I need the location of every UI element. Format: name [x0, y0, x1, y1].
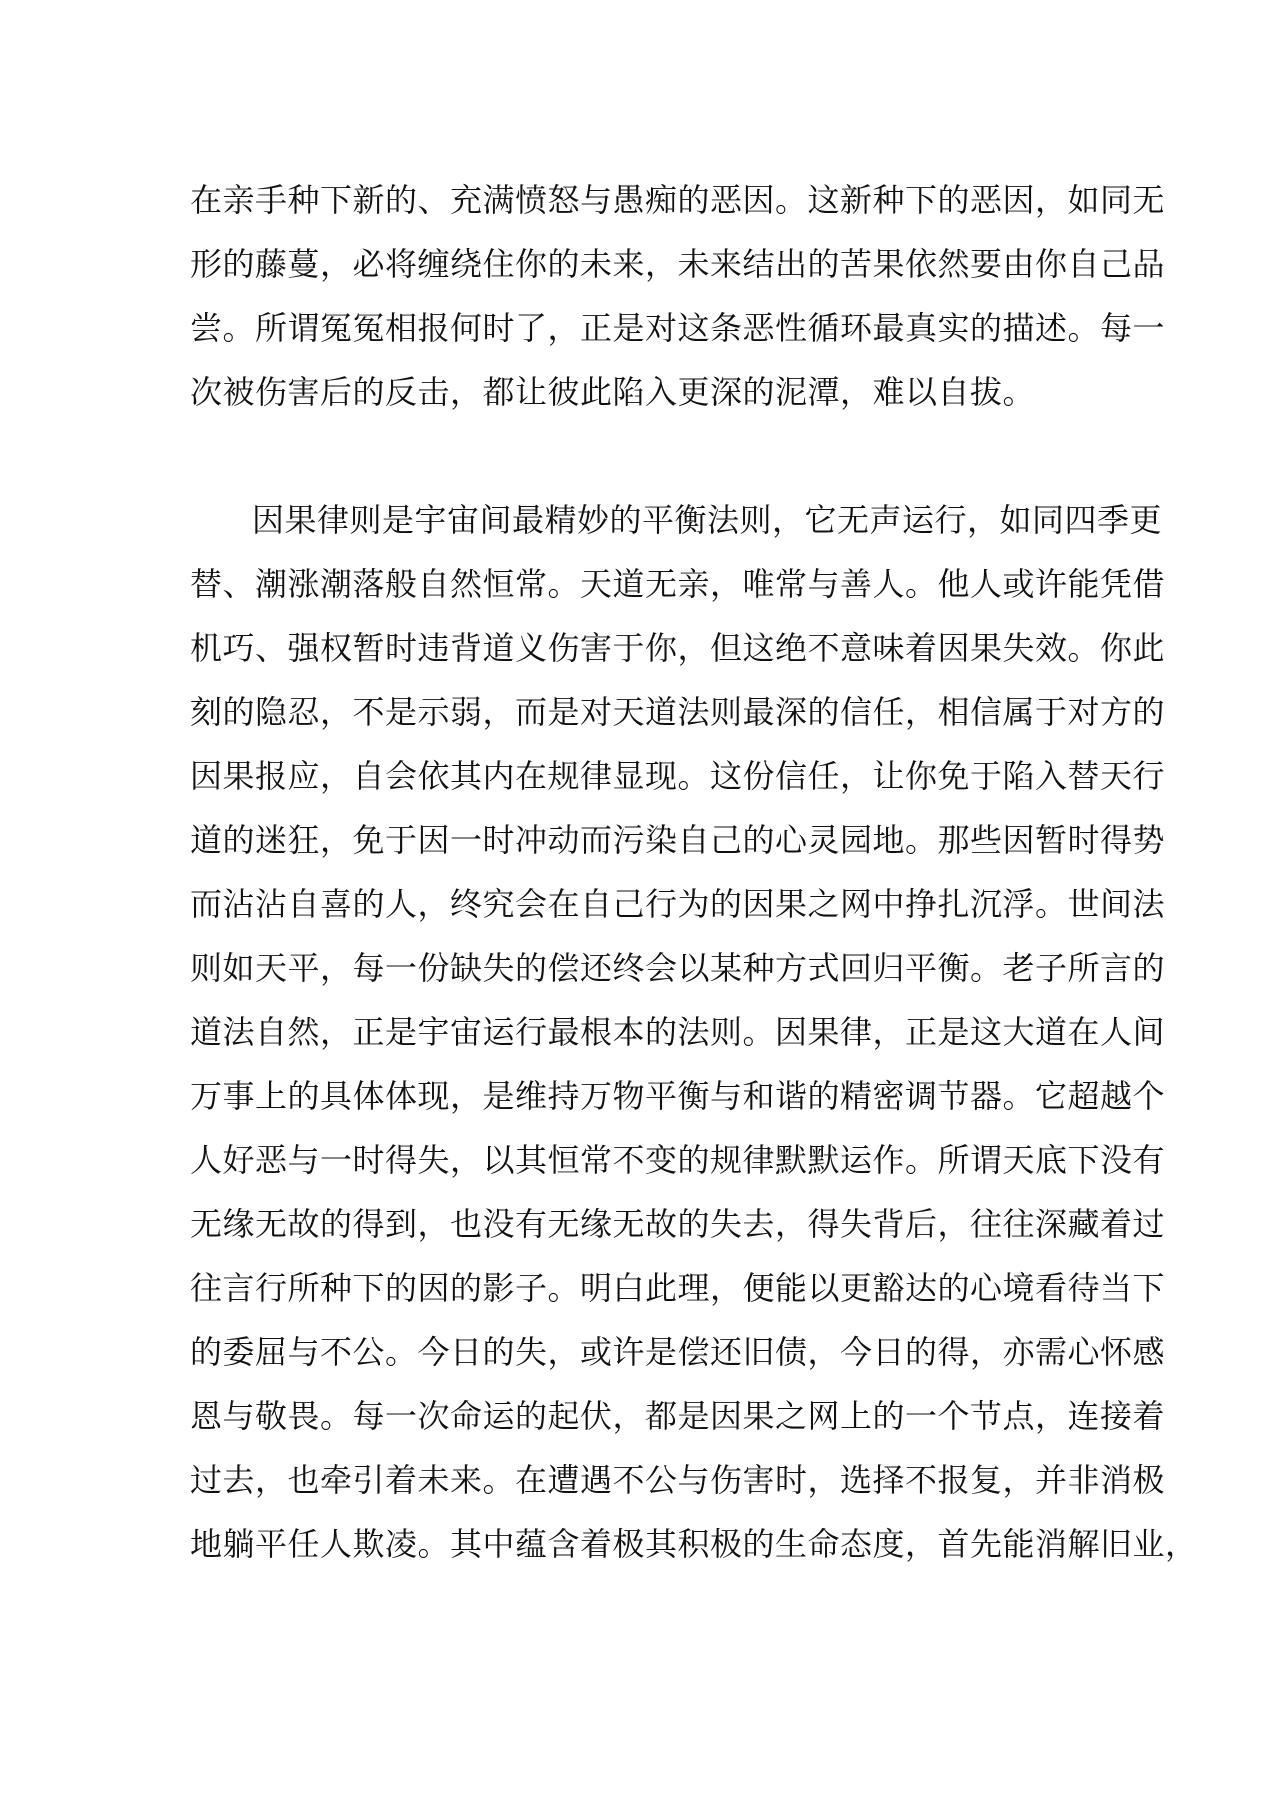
text-line-indented: 因果律则是宇宙间最精妙的平衡法则，它无声运行，如同四季更	[252, 501, 1163, 539]
paragraph-2	[190, 488, 1198, 1576]
text-line: 刻的隐忍，不是示弱，而是对天道法则最深的信任，相信属于对方的	[190, 693, 1166, 731]
text-line: 恩与敬畏。每一次命运的起伏，都是因果之网上的一个节点，连接着	[190, 1397, 1166, 1435]
text-line: 人好恶与一时得失，以其恒常不变的规律默默运作。所谓天底下没有	[190, 1141, 1166, 1179]
text-line: 万事上的具体体现，是维持万物平衡与和谐的精密调节器。它超越个	[190, 1077, 1166, 1115]
text-line: 过去，也牵引着未来。在遭遇不公与伤害时，选择不报复，并非消极	[190, 1461, 1166, 1499]
text-line: 替、潮涨潮落般自然恒常。天道无亲，唯常与善人。他人或许能凭借	[190, 565, 1166, 603]
text-line: 因果报应，自会依其内在规律显现。这份信任，让你免于陷入替天行	[190, 757, 1166, 795]
text-line: 机巧、强权暂时违背道义伤害于你，但这绝不意味着因果失效。你此	[190, 629, 1166, 667]
text-line: 无缘无故的得到，也没有无缘无故的失去，得失背后，往往深藏着过	[190, 1205, 1166, 1243]
text-line: 次被伤害后的反击，都让彼此陷入更深的泥潭，难以自拔。	[190, 373, 1036, 411]
text-line: 道的迷狂，免于因一时冲动而污染自己的心灵园地。那些因暂时得势	[190, 821, 1166, 859]
text-line: 在亲手种下新的、充满愤怒与愚痴的恶因。这新种下的恶因，如同无	[190, 181, 1166, 219]
text-line: 而沾沾自喜的人，终究会在自己行为的因果之网中挣扎沉浮。世间法	[190, 885, 1166, 923]
text-line: 往言行所种下的因的影子。明白此理，便能以更豁达的心境看待当下	[190, 1269, 1166, 1307]
paragraph-1	[190, 168, 1166, 424]
text-line: 地躺平任人欺凌。其中蕴含着极其积极的生命态度，首先能消解旧业，	[190, 1525, 1198, 1563]
text-line: 尝。所谓冤冤相报何时了，正是对这条恶性循环最真实的描述。每一	[190, 309, 1166, 347]
text-line: 则如天平，每一份缺失的偿还终会以某种方式回归平衡。老子所言的	[190, 949, 1166, 987]
text-line: 道法自然，正是宇宙运行最根本的法则。因果律，正是这大道在人间	[190, 1013, 1166, 1051]
text-line: 的委屈与不公。今日的失，或许是偿还旧债，今日的得，亦需心怀感	[190, 1333, 1166, 1371]
text-line: 形的藤蔓，必将缠绕住你的未来，未来结出的苦果依然要由你自己品	[190, 245, 1166, 283]
